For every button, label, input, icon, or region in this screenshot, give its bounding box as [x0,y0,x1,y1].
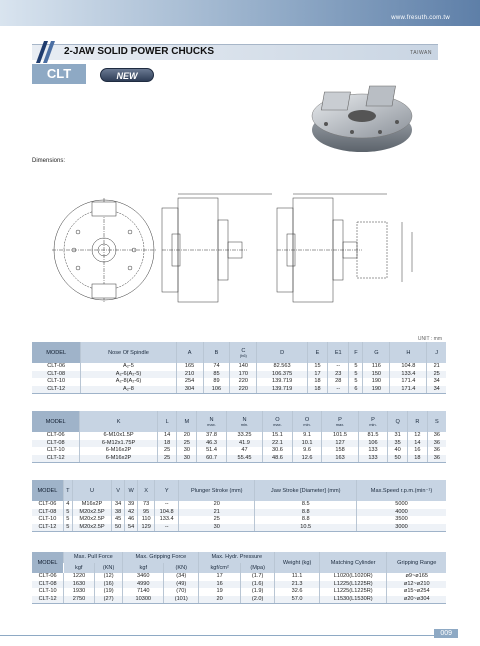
table-cell: 150 [363,371,390,379]
table-cell: 37.8 [197,432,227,440]
table-cell: 1220 [64,573,95,581]
table-cell: 158 [322,447,358,455]
table-cell: 18 [408,455,428,463]
table-cell: 38 [112,509,125,517]
col-header: Gripping Range [387,552,446,573]
table-cell: 21.3 [275,581,320,589]
table-cell: 95 [138,509,155,517]
table-cell: ø9~ø165 [387,573,446,581]
table-cell: 163 [322,455,358,463]
col-header: Q [388,411,408,432]
table-cell: 8.8 [255,509,357,517]
new-badge: NEW [100,68,154,82]
table-cell: 6-M16x2P [80,447,157,455]
table-row [32,524,446,532]
table-cell: 34 [112,501,125,509]
page-title: 2-JAW SOLID POWER CHUCKS [64,46,215,57]
table-cell: -- [328,386,349,394]
col-header: Jaw Stroke [Diameter] (mm) [255,480,357,501]
table-cell: 51.4 [197,447,227,455]
table-cell: 12.6 [292,455,322,463]
table-cell: 106 [358,440,388,448]
table-cell: 210 [176,371,203,379]
table-cell: 20 [199,596,241,604]
table-cell: 30 [179,524,255,532]
table-cell: 21 [427,363,446,371]
table-cell: 25 [427,371,446,379]
table-cell: (34) [164,573,199,581]
table-cell: 139.719 [257,386,308,394]
table-cell: 171.4 [390,378,427,386]
table-cell: 89 [203,378,230,386]
table-row [32,440,446,448]
table-cell: 33.25 [226,432,262,440]
table-cell: 1630 [64,581,95,589]
table-cell: 104.8 [390,363,427,371]
table-cell: ø20~ø304 [387,596,446,604]
table-cell: 16 [408,447,428,455]
col-header: H [390,342,427,363]
table-cell: A₂-5 [81,363,176,371]
model-cell: CLT-12 [32,455,80,463]
table-cell: 104.8 [155,509,179,517]
table-cell: 6 [349,386,363,394]
table-cell: 106.375 [257,371,308,379]
table-cell: 6-M10x1.5P [80,432,157,440]
table-cell: 4 [63,501,72,509]
model-cell: CLT-06 [47,363,66,369]
col-header: P min. [358,411,388,432]
table-cell: A₂-8 [81,386,176,394]
table-cell: 42 [125,509,138,517]
col-header: Plunger Stroke (mm) [179,480,255,501]
unit-label: UNIT : mm [417,336,442,342]
model-cell: CLT-12 [32,386,81,394]
table-cell: 22.1 [263,440,293,448]
table-cell: 3000 [357,524,446,532]
col-header: E1 [328,342,349,363]
table-cell: 17 [199,573,241,581]
table-cell: 85 [203,371,230,379]
table-cell: 34 [427,386,446,394]
model-cell: CLT-08 [32,371,81,379]
col-header: M [177,411,197,432]
col-header: MODEL [32,411,80,432]
table-cell: 17 [307,371,327,379]
table-row [32,501,446,509]
table-row [32,573,446,581]
table-cell: -- [155,524,179,532]
table-cell: 2750 [64,596,95,604]
table-cell: -- [328,363,349,371]
table-cell: 101.5 [322,432,358,440]
col-header: E [307,342,327,363]
table-cell: 15.1 [263,432,293,440]
spec-table-3 [32,480,446,532]
table-cell: 18 [307,386,327,394]
model-cell: CLT-08 [32,509,63,517]
table-cell: 18 [157,440,177,448]
col-header: T [63,480,72,501]
table-cell: 39 [125,501,138,509]
model-cell: CLT-06 [38,501,57,507]
col-header: N min. [226,411,262,432]
table-cell: 54 [125,524,138,532]
col-header: F [349,342,363,363]
table-cell: 10300 [123,596,164,604]
model-cell: CLT-08 [32,581,64,589]
col-header: J [427,342,446,363]
table-cell: 110 [138,516,155,524]
table-cell: 15 [307,363,327,371]
unit-header: (KN) [164,563,199,574]
col-header: G [363,342,390,363]
table-cell: 41.9 [226,440,262,448]
col-header: Matching Cylinder [319,552,387,573]
col-header: U [72,480,111,501]
table-cell: 25 [177,440,197,448]
table-cell: 20 [179,501,255,509]
col-header: Max. Pull Force [64,552,123,563]
table-cell: (70) [164,588,199,596]
table-cell: 25 [157,455,177,463]
table-cell: 5 [63,516,72,524]
table-cell: 5 [349,363,363,371]
col-header: L [157,411,177,432]
table-cell: 30 [177,455,197,463]
table-cell: (19) [94,588,123,596]
table-cell: (16) [94,581,123,589]
table-cell: 14 [157,432,177,440]
table-cell: 170 [230,371,257,379]
table-cell: 81.5 [358,432,388,440]
spec-table-4 [32,552,446,604]
table-cell: 36 [427,447,446,455]
table-cell: 129 [138,524,155,532]
col-header: MODEL [32,342,81,363]
table-cell: A₂-6(A₂-5) [81,371,176,379]
table-cell: 106 [203,386,230,394]
model-cell: CLT-06 [38,573,57,579]
table-cell: M20x2.5P [72,516,111,524]
col-header: V [112,480,125,501]
col-header: C (h6) [230,342,257,363]
col-header: O min. [292,411,322,432]
table-cell: 190 [363,386,390,394]
table-row [32,509,446,517]
col-header: Max.Speed r.p.m.(min⁻¹) [357,480,446,501]
table-cell: 7140 [123,588,164,596]
technical-drawing [32,192,442,312]
table-cell: 34 [427,378,446,386]
model-cell: CLT-12 [32,596,64,604]
table-cell: 133.4 [155,516,179,524]
table-cell: 140 [230,363,257,371]
table-cell: 25 [179,516,255,524]
table-cell: 28 [328,378,349,386]
table-cell: 8.8 [255,516,357,524]
table-cell: (101) [164,596,199,604]
table-cell: 9.6 [292,447,322,455]
chuck-photo [292,72,428,156]
table-cell: 116 [363,363,390,371]
table-cell: 40 [388,447,408,455]
col-header: Max. Gripping Force [123,552,199,563]
model-cell: CLT-10 [38,588,57,594]
col-header: N max. [197,411,227,432]
col-header: D [257,342,308,363]
table-cell: 304 [176,386,203,394]
table-cell: 16 [199,581,241,589]
table-cell: 254 [176,378,203,386]
table-cell: L1225(L1225R) [319,581,387,589]
table-row [32,432,446,440]
table-cell: 36 [427,432,446,440]
table-cell: ø12~ø210 [387,581,446,589]
table-cell: 4990 [123,581,164,589]
table-cell: 35 [388,440,408,448]
table-cell: 25 [157,447,177,455]
table-cell: (1.7) [240,573,274,581]
table-cell: 10.1 [292,440,322,448]
table-cell: M20x2.5P [72,524,111,532]
table-cell: L1530(L1530R) [319,596,387,604]
col-header: MODEL [32,552,64,573]
table-row [32,378,446,386]
table-cell: L1225(L1225R) [319,588,387,596]
table-cell: (49) [164,581,199,589]
table-cell: 46 [125,516,138,524]
model-cell: CLT-10 [47,378,66,384]
col-header: S [427,411,446,432]
table-cell: (12) [94,573,123,581]
col-header: Max. Hydr. Pressure [199,552,275,563]
col-header: X [138,480,155,501]
col-header: P max. [322,411,358,432]
table-cell: 30.6 [263,447,293,455]
col-header: A [176,342,203,363]
table-cell: 171.4 [390,386,427,394]
table-cell: 5 [63,524,72,532]
table-cell: 20 [177,432,197,440]
col-header: O max. [263,411,293,432]
table-cell: 139.719 [257,378,308,386]
table-cell: 1930 [64,588,95,596]
model-cell: CLT-10 [38,516,57,522]
table-cell: 3460 [123,573,164,581]
table-cell: 11.1 [275,573,320,581]
table-cell: 165 [176,363,203,371]
model-badge: CLT [32,64,86,84]
table-row [32,447,446,455]
table-row [32,455,446,463]
col-header: B [203,342,230,363]
model-cell: CLT-10 [46,447,65,453]
col-header: K [80,411,157,432]
table-cell: 45 [112,516,125,524]
table-row [32,596,446,604]
unit-header: (KN) [94,563,123,574]
table-cell: 19 [199,588,241,596]
table-cell: 23 [328,371,349,379]
table-row [32,516,446,524]
table-cell: ø15~ø254 [387,588,446,596]
table-cell: 50 [388,455,408,463]
col-header: W [125,480,138,501]
unit-header: (Mpa) [240,563,274,574]
table-cell: 48.6 [263,455,293,463]
table-cell: M20x2.5P [72,509,111,517]
unit-header: kgf [64,563,95,574]
unit-header: kgf [123,563,164,574]
table-cell: 30 [177,447,197,455]
table-cell: (1.9) [240,588,274,596]
model-cell: CLT-08 [32,440,80,448]
spec-table-2 [32,411,446,463]
table-cell: 82.563 [257,363,308,371]
table-cell: 60.7 [197,455,227,463]
title-stripe-icon [32,41,58,63]
table-cell: 127 [322,440,358,448]
table-cell: L1020(L1020R) [319,573,387,581]
table-row [32,371,446,379]
table-cell: (2.0) [240,596,274,604]
table-cell: (27) [94,596,123,604]
table-row [32,588,446,596]
col-header: Nose Of Spindle [81,342,176,363]
table-cell: 133 [358,455,388,463]
table-cell: 6-M16x2P [80,455,157,463]
table-cell: 31 [388,432,408,440]
table-cell: 14 [408,440,428,448]
website-url[interactable]: www.fresuth.com.tw [391,15,450,21]
country-label: TAIWAN [410,50,432,56]
table-cell: 6-M12x1.75P [80,440,157,448]
table-cell: 3500 [357,516,446,524]
table-cell: 5000 [357,501,446,509]
footer-line [0,635,454,636]
page-number: 009 [434,629,458,638]
table-cell: M16x2P [72,501,111,509]
table-cell: 57.0 [275,596,320,604]
table-cell: 5 [349,378,363,386]
table-row [32,581,446,589]
table-cell: 36 [427,440,446,448]
table-cell: 50 [112,524,125,532]
table-cell: 55.45 [226,455,262,463]
model-cell: CLT-12 [32,524,63,532]
table-cell: 32.6 [275,588,320,596]
table-cell: 21 [179,509,255,517]
model-cell: CLT-06 [46,432,65,438]
col-header: R [408,411,428,432]
col-header: Weight (kg) [275,552,320,573]
table-cell: 12 [408,432,428,440]
table-cell: (1.6) [240,581,274,589]
table-cell: A₂-8(A₂-6) [81,378,176,386]
unit-header: kgf/cm² [199,563,241,574]
table-cell: 133 [358,447,388,455]
table-cell: -- [155,501,179,509]
col-header: Y [155,480,179,501]
spec-table-1 [32,342,446,394]
table-cell: 8.5 [255,501,357,509]
table-cell: 47 [226,447,262,455]
table-cell: 73 [138,501,155,509]
table-cell: 10.5 [255,524,357,532]
table-cell: 46.3 [197,440,227,448]
table-cell: 220 [230,386,257,394]
table-row [32,363,446,371]
dimensions-label: Dimensions: [32,158,66,164]
table-cell: 74 [203,363,230,371]
table-cell: 5 [349,371,363,379]
table-cell: 9.1 [292,432,322,440]
table-cell: 190 [363,378,390,386]
table-cell: 220 [230,378,257,386]
col-header: MODEL [32,480,63,501]
table-cell: 4000 [357,509,446,517]
table-row [32,386,446,394]
table-cell: 5 [63,509,72,517]
table-cell: 18 [307,378,327,386]
top-band [0,0,480,26]
table-cell: 133.4 [390,371,427,379]
table-cell: 36 [427,455,446,463]
